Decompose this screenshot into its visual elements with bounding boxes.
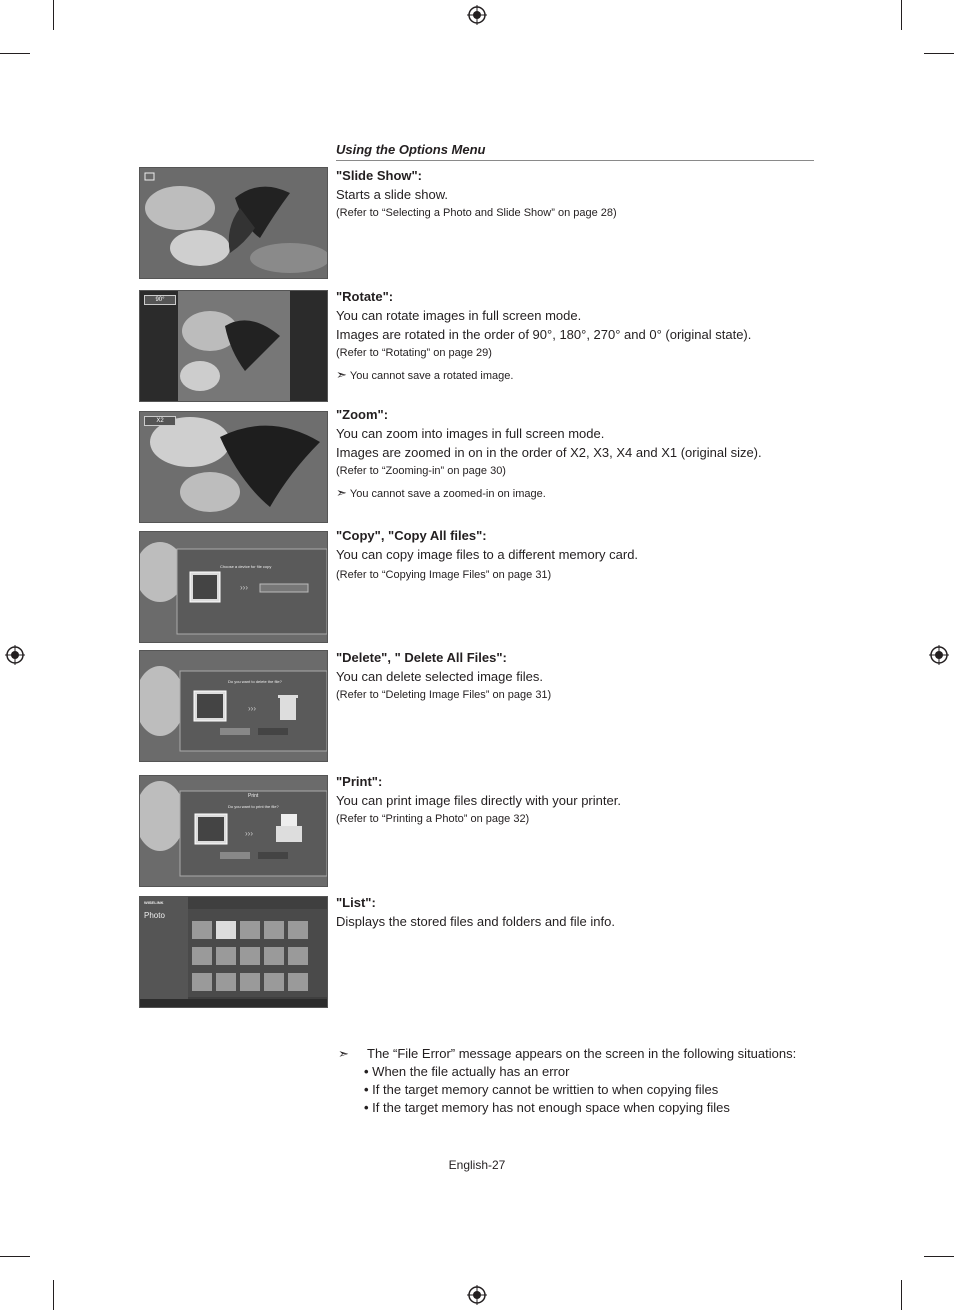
file-error-text: The “File Error” message appears on the screen in the following situations: [367,1046,797,1061]
item-note-text: You cannot save a rotated image. [349,370,514,382]
delete-screenshot [139,650,328,762]
item-desc: You can print image files directly with your printer. [336,793,621,808]
note-arrow-icon: ➣ [338,1046,349,1061]
delete-prompt: Do you want to delete the file? [228,679,282,684]
crop-mark [53,1280,54,1310]
item-note [336,366,806,385]
item-note [336,484,806,503]
item-title: "Print": [336,774,383,789]
crop-mark [901,0,902,30]
print-item [336,773,806,828]
file-error-note [338,1045,798,1117]
list-screenshot [139,896,328,1008]
zoom-badge: X2 [144,416,176,426]
registration-mark-icon [5,645,25,665]
item-ref: (Refer to “Rotating” on page 29) [336,347,492,359]
item-desc: You can zoom into images in full screen mode. [336,426,605,441]
item-title: "List": [336,895,376,910]
copy-item [336,527,806,584]
item-ref: (Refer to “Copying Image Files” on page 31) [336,569,552,581]
crop-mark [53,0,54,30]
zoom-item [336,406,806,503]
registration-mark-icon [467,1285,487,1305]
crop-mark [0,53,30,54]
list-item: • When the file actually has an error [364,1063,798,1081]
item-desc: Displays the stored files and folders and file info. [336,914,615,929]
list-item [336,894,806,931]
print-title: Print [248,793,259,799]
page-number: English-27 [448,1158,506,1172]
registration-mark-icon [929,645,949,665]
item-desc: Images are zoomed in on in the order of X2, X3, X4 and X1 (original size). [336,445,762,460]
file-error-list [338,1063,798,1117]
item-ref: (Refer to “Deleting Image Files” on page 31) [336,689,552,701]
section-title: Using the Options Menu [336,142,814,161]
svg-text:›››: ››› [245,829,253,838]
svg-text:›››: ››› [248,704,256,713]
item-title: "Rotate": [336,289,394,304]
svg-text:›››: ››› [240,583,248,592]
slideshow-item [336,167,806,222]
print-screenshot [139,775,328,887]
item-ref: (Refer to “Selecting a Photo and Slide Show” on page 28) [336,207,617,219]
crop-mark [0,1256,30,1257]
copy-prompt: Choose a device for file copy [220,564,272,569]
list-item: • If the target memory cannot be writtien to when copying files [364,1081,798,1099]
note-arrow-icon: ➣ [336,485,347,500]
item-note-text: You cannot save a zoomed-in on image. [349,488,546,500]
item-ref: (Refer to “Printing a Photo” on page 32) [336,813,530,825]
item-desc: You can rotate images in full screen mode. [336,308,582,323]
note-arrow-icon: ➣ [336,367,347,382]
zoom-screenshot [139,411,328,523]
slideshow-screenshot [139,167,328,279]
print-prompt: Do you want to print the file? [228,804,279,809]
rotate-badge: 90° [144,295,176,305]
crop-mark [924,1256,954,1257]
item-title: "Zoom": [336,407,389,422]
item-title: "Slide Show": [336,168,422,183]
delete-item [336,649,806,704]
item-ref: (Refer to “Zooming-in” on page 30) [336,465,506,477]
item-desc: You can delete selected image files. [336,669,543,684]
crop-mark [924,53,954,54]
rotate-item [336,288,806,385]
rotate-screenshot [139,290,328,402]
item-desc: Starts a slide show. [336,187,448,202]
item-desc: Images are rotated in the order of 90°, 180°, 270° and 0° (original state). [336,327,752,342]
item-desc: You can copy image files to a different memory card. [336,547,639,562]
crop-mark [901,1280,902,1310]
copy-screenshot [139,531,328,643]
list-title: Photo [144,911,165,920]
item-title: "Delete", " Delete All Files": [336,650,507,665]
item-title: "Copy", "Copy All files": [336,528,487,543]
registration-mark-icon [467,5,487,25]
list-brand: WISELINK [144,900,164,905]
list-item: • If the target memory has not enough space when copying files [364,1099,798,1117]
